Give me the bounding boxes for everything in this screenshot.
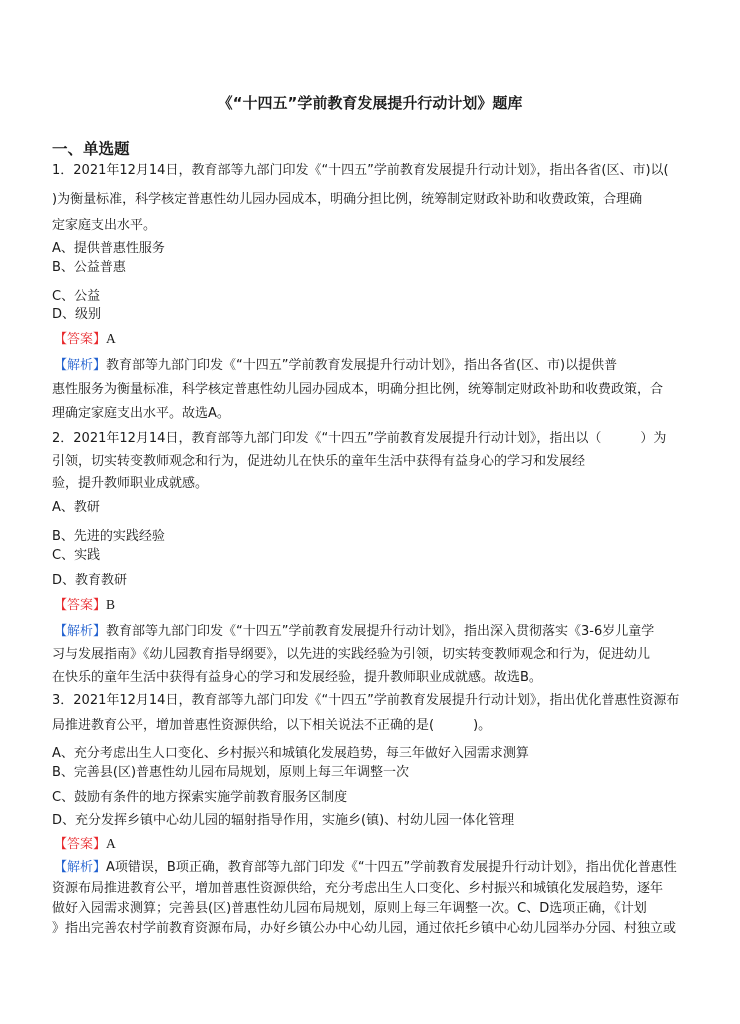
explanation-tag: 【解析】	[54, 624, 107, 639]
answer-value: A	[106, 331, 116, 346]
answer-tag: 【答案】	[54, 332, 107, 347]
question-1-explanation-line-2: 惠性服务为衡量标准，科学核定普惠性幼儿园办园成本，明确分担比例，统筹制定财政补助和收费政策，合	[52, 382, 664, 397]
question-3-explanation-line-4: 》指出完善农村学前教育资源布局，办好乡镇公办中心幼儿园，通过依托乡镇中心幼儿园举办分园、村独立或	[52, 921, 677, 936]
question-3-option-b: B、完善县(区)普惠性幼儿园布局规划，原则上每三年调整一次	[52, 765, 410, 780]
answer-tag: 【答案】	[54, 837, 107, 852]
question-2-option-b: B、先进的实践经验	[52, 529, 165, 544]
explanation-text: 教育部等九部门印发《“十四五”学前教育发展提升行动计划》，指出深入贯彻落实《3-6岁儿童学	[106, 624, 655, 639]
explanation-text: 教育部等九部门印发《“十四五”学前教育发展提升行动计划》，指出各省(区、市)以提供普	[106, 358, 618, 373]
question-2-option-d: D、教育教研	[52, 573, 128, 588]
question-2-option-a: A、教研	[52, 500, 100, 515]
question-3-option-c: C、鼓励有条件的地方探索实施学前教育服务区制度	[52, 790, 348, 805]
question-1-option-a: A、提供普惠性服务	[52, 241, 165, 256]
question-2-option-c: C、实践	[52, 548, 101, 563]
question-3-stem-line-2: 局推进教育公平，增加普惠性资源供给，以下相关说法不正确的是( )。	[52, 718, 492, 733]
explanation-tag: 【解析】	[54, 860, 107, 875]
question-1-explanation-line-3: 理确定家庭支出水平。故选A。	[52, 406, 230, 421]
question-2-answer	[54, 597, 115, 614]
question-1-option-d: D、级别	[52, 307, 102, 322]
question-1-option-c: C、公益	[52, 289, 101, 304]
answer-value: A	[106, 836, 116, 851]
question-1-explanation-line-1	[54, 358, 617, 374]
answer-value: B	[106, 597, 116, 612]
question-3-explanation-line-3: 做好入园需求测算；完善县(区)普惠性幼儿园布局规划，原则上每三年调整一次。C、D选项正确，《计划	[52, 901, 647, 916]
question-2-explanation-line-3: 在快乐的童年生活中获得有益身心的学习和发展经验，提升教师职业成就感。故选B。	[52, 670, 542, 685]
question-2-stem-line-2: 引领，切实转变教师观念和行为，促进幼儿在快乐的童年生活中获得有益身心的学习和发展经	[52, 454, 586, 469]
section-heading: 一、单选题	[52, 140, 130, 158]
question-1-stem-line-3: 定家庭支出水平。	[52, 218, 157, 233]
question-1-stem-line-1: 1．2021年12月14日，教育部等九部门印发《“十四五”学前教育发展提升行动计划》，指出各省(区、市)以(	[52, 163, 669, 178]
question-3-option-d: D、充分发挥乡镇中心幼儿园的辐射指导作用，实施乡(镇)、村幼儿园一体化管理	[52, 813, 515, 828]
question-1-stem-line-2: )为衡量标准，科学核定普惠性幼儿园办园成本，明确分担比例，统筹制定财政补助和收费政策，合理确	[52, 192, 643, 207]
document-title: 《“十四五”学前教育发展提升行动计划》题库	[217, 94, 523, 112]
question-2-explanation-line-1	[54, 624, 654, 640]
question-2-stem-line-1: 2．2021年12月14日，教育部等九部门印发《“十四五”学前教育发展提升行动计划》，指出以（ ）为	[52, 431, 667, 446]
question-3-stem-line-1: 3．2021年12月14日，教育部等九部门印发《“十四五”学前教育发展提升行动计划》，指出优化普惠性资源布	[52, 693, 680, 708]
explanation-tag: 【解析】	[54, 358, 107, 373]
question-1-answer	[54, 331, 116, 348]
question-3-answer	[54, 836, 116, 853]
question-2-stem-line-3: 验，提升教师职业成就感。	[52, 476, 209, 491]
answer-tag: 【答案】	[54, 598, 107, 613]
explanation-text: A项错误，B项正确，教育部等九部门印发《“十四五”学前教育发展提升行动计划》，指出优化普惠性	[106, 860, 677, 875]
question-2-explanation-line-2: 习与发展指南》《幼儿园教育指导纲要》，以先进的实践经验为引领，切实转变教师观念和行为，促进幼儿	[52, 647, 651, 662]
question-3-option-a: A、充分考虑出生人口变化、乡村振兴和城镇化发展趋势，每三年做好入园需求测算	[52, 746, 529, 761]
question-3-explanation-line-2: 资源布局推进教育公平，增加普惠性资源供给，充分考虑出生人口变化、乡村振兴和城镇化发展趋势，逐年	[52, 881, 664, 896]
question-1-option-b: B、公益普惠	[52, 260, 126, 275]
question-3-explanation-line-1	[54, 860, 677, 876]
